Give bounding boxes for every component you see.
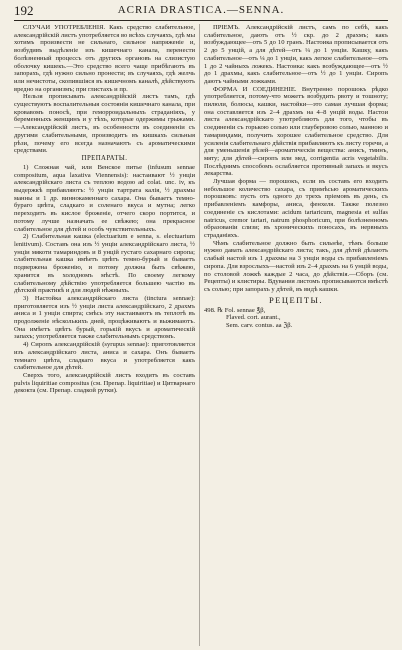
heading-preparations: ПРЕПАРАТЫ.	[81, 154, 128, 162]
recipe-line-2: Flaved. cort. aurant.,	[226, 314, 281, 322]
recipe-line-3: Sem. carv. contus. aa ℨβ.	[226, 322, 293, 330]
paragraph-prep-2: 2) Слабительная кашка (electuarium e senna, s. electuarium lenitivum). Составъ она изъ ½ унціи александрійскаго листа, ½ унціи мякоти тамариндовъ и 8 унцій густаго сахарнаго сиропа; слабительная кашка имѣетъ цвѣтъ темно-бурый и бываетъ подвержена броженію, и потому должна быть свѣжею, хранится въ холодномъ мѣстѣ. По своему легкому слабительному дѣйствію употребляется большею частію въ дѣтской практикѣ и для людей нѣжныхъ.	[14, 233, 195, 295]
paragraph-dosage: ПРІЕМЪ. Александрійскій листъ, самъ по себѣ, какъ слабительное, даютъ отъ ½ скр. до 2 драхмъ; какъ возбуждающее—отъ 5 до 10 гранъ. Настоика прописывается отъ 2 до 5 унцій, а для дѣтей—отъ ¼ до 1 унціи. Кашку, какъ слабительное—отъ ¼ до 1 унціи, какъ легкое слабительное—отъ 1 до 2 чайныхъ ложекъ. Настоика: какъ возбуждающее—отъ ½ до 1 драхмы, какъ слабительное—отъ ½ до 1 унціи. Сиропъ даютъ чайными ложками.	[204, 24, 388, 85]
paragraph-prep-4: 4) Сиропъ александрійскій (syrupus sennae): приготовляется изъ александрійскаго листа, аниса и сахара. Онъ бываетъ темнаго цвѣта, сладкаго вкуса и употребляется какъ слабительное для дѣтей.	[14, 341, 195, 372]
paragraph-prep-3: 3) Настойка александрійскаго листа (tinctura sennae): приготовляется изъ ½ унціи листа александрійскаго, 2 драхмъ аниса и 1 унціи спирта; смѣсь эту настаиваютъ въ теплотѣ въ продолженіе нѣсколькихъ дней, процѣживаютъ и выжимаютъ. Она имѣетъ цвѣтъ бурый, горькій вкусъ и ароматическій запахъ; употребляется также слабительнымъ средствомъ.	[14, 294, 195, 341]
page-number: 192	[14, 3, 34, 18]
paragraph-form: ФОРМА И СОЕДИНЕНІЕ. Внутренно порошокъ рѣдко употребляется, потому-что можетъ возбудить рвоту и тошноту; пилюли, болюсы, кашки, настойки—это самая лучшая форма; она составляется изъ 2–4 драхмъ на 4–8 унцій воды. Настои листа александрійскаго употребляютъ для того, чтобы въ соединеніи съ горькою солью или глауберовою солью, манною и тамариндами, получить хорошее слабительное средство. Для усиленія слабительнаго дѣйствія прибавляютъ къ листу горечи, а для уменьшенія рѣзей—ароматическія вещества: анисъ, тминъ, мяту; для дѣтей—сиропъ или мед, corrigentia acris vegetabilis. Послѣднимъ способомъ ослабляется противный запахъ и вкусъ лекарства.	[204, 85, 388, 178]
paragraph-combination: Лучшая форма — порошокъ, если въ составъ его входитъ небольшое количество сахара, съ примѣсью ароматическихъ порошковъ: пусть отъ одного до трехъ пріемовъ въ день, съ прибавленіемъ камфоры, аниса, фенхеля. Также полезно соединеніе съ кислотами: acidum tartaricum, magnesia et sulfas natricus, cremor tartari, natrum phosphoricum, при болѣзненномъ образованіи слизи; въ хроническихъ поносахъ, въ нервныхъ страданіяхъ.	[204, 178, 388, 239]
right-column	[204, 24, 388, 647]
paragraph-strength: Чѣмъ слабительное должно быть сильнѣе, тѣмъ больше нужно давать александрійскаго листа; такъ, для дѣтей дѣлаютъ слабый настой изъ 1 драхмы на 3 унціи воды съ прибавленіемъ сиропа. Для взрослыхъ—настой изъ 2–4 драхмъ на 6 унцій воды, по столовой ложкѣ каждые 2 часа, до дѣйствія.—Сборъ (см. Рецепты) и клистиры. Вдувания листомъ прописываются вмѣстѣ съ солью; при запорахъ у дѣтей, въ видѣ кашки.	[204, 239, 388, 293]
page-header	[14, 3, 388, 18]
recipe-line-1: 498. ℞ Fol. sennae ℥β,	[204, 306, 266, 314]
column-divider	[199, 24, 200, 646]
paragraph-prep-note: Сверхъ того, александрійскій листъ входитъ въ составъ pulvis liquiritiae compositus (см. Препар. liquiritiae) и Цитварнаго декокта (см. Препар. сладкой рутки).	[14, 371, 195, 395]
left-column	[14, 24, 195, 647]
paragraph-usage: СЛУЧАИ УПОТРЕБЛЕНІЯ. Какъ средство слабительное, александрійскій листъ употребляется во всѣхъ случаяхъ, гдѣ мы хотимъ произвести не сильнаго, сильное напряженіе и, возбудивъ выдѣленіе изъ кишечнаго канала, перенести болѣзненный процессъ отъ другихъ органовъ на слизистую оболочку кишекъ.—Это средство всего чаще прибѣгаютъ въ запорахъ, гдѣ нужно сильно пронести; въ случаяхъ, гдѣ желчь или нечистоты, скопившіяся въ кишечномъ каналѣ, дѣйствуютъ вредно на организмъ; при глистахъ и пр.	[14, 24, 195, 93]
paragraph-contraindications: Нельзя прописывать александрійскій листъ тамъ, гдѣ существуютъ воспалительныя состоянія кишечнаго канала, при кровавомъ поносѣ, при геморроидальныхъ страданіяхъ, у беременныхъ женщинъ и у тѣхъ, которые одержимы грыжами.—Александрійскій листъ, въ особенности въ соединеніи съ другими слабительными, производитъ въ кишкахъ сильныя рѣзи, почему его всегда назначаютъ съ ароматическими средствами.	[14, 93, 195, 155]
header-rule	[14, 20, 388, 21]
running-title: ACRIA DRASTICA.—SENNA.	[117, 4, 285, 16]
heading-recipes: РЕЦЕПТЫ.	[268, 294, 324, 305]
paragraph-prep-1: 1) Сложная чай, или Венское питье (infusum sennae compositum, aqua laxativa Viennensis): настаивают ½ унціи александрійскаго листа съ теплою водою ad colat. unc. iv, къ выдержкѣ прибавляютъ: ½ унціи тартрата калія, ½ драхмы манны и 1 др. виннокаменнаго сахара. Она бываетъ темно-бураго цвѣта, сладкаго и соленаго вкуса и мутна; легко переходитъ въ кислое броженіе, отчего скоро портится, и потому лучше назначать ее свѣжею; она прекрасное слабительное для дѣтей и особъ чувствительныхъ.	[14, 163, 195, 233]
